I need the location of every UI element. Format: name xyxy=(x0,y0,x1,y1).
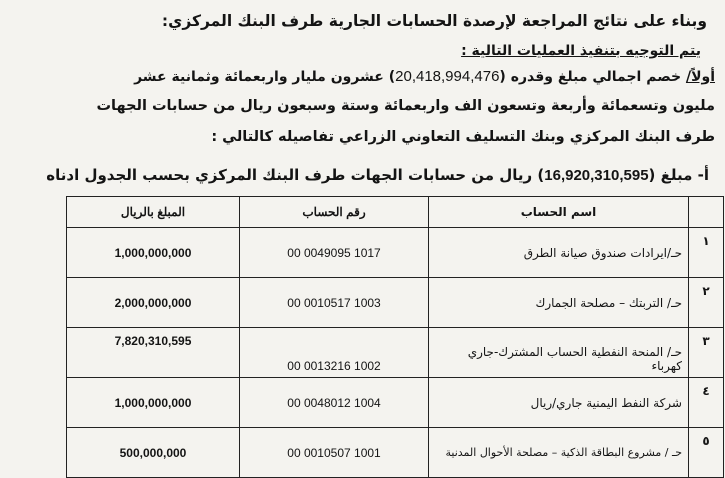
intro-line: وبناء على نتائج المراجعة لإرصدة الحسابات الجارية طرف البنك المركزي: xyxy=(161,12,707,30)
accounts-table xyxy=(66,196,724,478)
header-account-number: رقم الحساب xyxy=(240,197,429,228)
row-account-name: حـ/ التربتك – مصلحة الجمارك xyxy=(429,278,689,328)
table-row xyxy=(67,378,724,428)
row-amount: 1,000,000,000 xyxy=(67,378,240,428)
row-index: ٥ xyxy=(689,428,724,478)
row-account-name: حـ / مشروع البطاقة الذكية – مصلحة الأحوال المدنية xyxy=(429,428,689,478)
row-index: ٢ xyxy=(689,278,724,328)
section-a-amount: 16,920,310,595 xyxy=(544,167,649,184)
row-account-number: 00 0010517 1003 xyxy=(240,278,429,328)
details-line: طرف البنك المركزي وبنك التسليف التعاوني الزراعي تفاصيله كالتالي : xyxy=(211,129,715,145)
row-amount: 2,000,000,000 xyxy=(67,278,240,328)
item-one-line xyxy=(134,68,715,85)
row-amount: 7,820,310,595 xyxy=(67,328,240,378)
header-account-name: اسم الحساب xyxy=(429,197,689,228)
row-account-name: حـ/ايرادات صندوق صيانة الطرق xyxy=(429,228,689,278)
item-one-label: أولاً/ xyxy=(685,69,715,85)
row-index: ٣ xyxy=(689,328,724,378)
section-a-suffix: ) ريال من حسابات الجهات طرف البنك المركزي بحسب الجدول ادناه xyxy=(46,166,545,184)
table-row xyxy=(67,328,724,378)
row-account-number: 00 0013216 1002 xyxy=(240,328,429,378)
table-row xyxy=(67,278,724,328)
item-one-amount: 20,418,994,476 xyxy=(395,68,500,85)
section-a-prefix: أ- مبلغ ( xyxy=(648,166,709,184)
table-row xyxy=(67,428,724,478)
directive-line: يتم التوجيه بتنفيذ العمليات التالية : xyxy=(461,43,701,59)
item-one-text-b: ) عشرون مليار واربعمائة وثمانية عشر xyxy=(134,69,396,85)
section-a-heading xyxy=(46,166,709,184)
row-account-number: 00 0048012 1004 xyxy=(240,378,429,428)
row-index: ١ xyxy=(689,228,724,278)
item-one-text-a: خصم اجمالي مبلغ وقدره ( xyxy=(499,69,686,85)
header-index xyxy=(689,197,724,228)
row-index: ٤ xyxy=(689,378,724,428)
row-account-name: شركة النفط اليمنية جاري/ريال xyxy=(429,378,689,428)
amount-words-line: مليون وتسعمائة وأربعة وتسعون الف واربعمائة وستة وسبعون ريال من حسابات الجهات xyxy=(96,98,715,114)
table-row xyxy=(67,228,724,278)
row-amount: 1,000,000,000 xyxy=(67,228,240,278)
row-amount: 500,000,000 xyxy=(67,428,240,478)
row-account-name: حـ/ المنحة النفطية الحساب المشترك-جاري كهرباء xyxy=(429,328,689,378)
row-account-number: 00 0010507 1001 xyxy=(240,428,429,478)
table-header-row xyxy=(67,197,724,228)
header-amount: المبلغ بالريال xyxy=(67,197,240,228)
row-account-number: 00 0049095 1017 xyxy=(240,228,429,278)
